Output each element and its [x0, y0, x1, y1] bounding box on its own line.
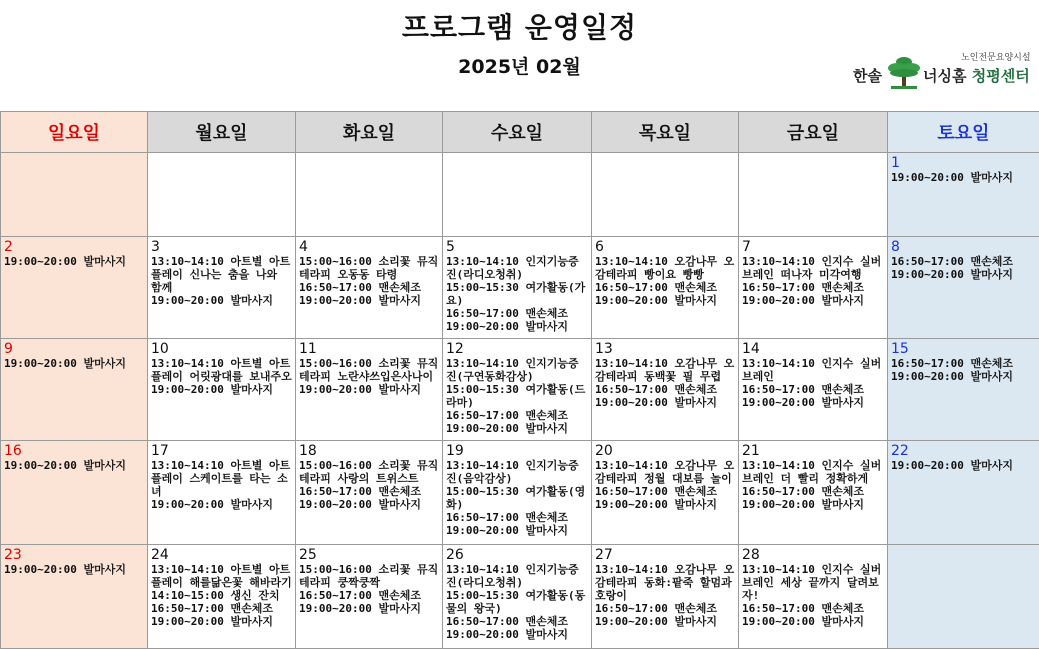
day-cell — [888, 545, 1039, 649]
schedule-entry: 15:00~15:30 여가활동(영화) — [446, 485, 586, 511]
day-cell-content — [443, 153, 591, 236]
day-cell — [592, 441, 739, 545]
day-number: 17 — [151, 443, 169, 459]
day-cell — [148, 339, 296, 441]
day-cell-content — [1, 339, 147, 440]
day-cell-content — [1, 237, 147, 338]
day-cell-content — [443, 339, 591, 440]
day-cell — [296, 339, 443, 441]
day-cell-content — [148, 153, 295, 236]
schedule-entry: 16:50~17:00 맨손체조 — [742, 485, 864, 498]
day-cell — [592, 545, 739, 649]
day-cell — [443, 237, 592, 339]
day-cell-content — [592, 339, 738, 440]
schedule-entry: 16:50~17:00 맨손체조 — [595, 485, 717, 498]
schedule-entry: 13:10~14:10 인지기능증진(라디오청취) — [446, 255, 579, 281]
schedule-entry: 19:00~20:00 발마사지 — [742, 396, 864, 409]
day-cell-content — [1, 441, 147, 544]
schedule-entry: 16:50~17:00 맨손체조 — [891, 255, 1013, 268]
day-cell-content — [296, 153, 442, 236]
day-cell — [1, 545, 148, 649]
day-number: 13 — [595, 341, 613, 357]
day-cell — [296, 441, 443, 545]
day-cell-content — [1, 153, 147, 236]
schedule-entry: 19:00~20:00 발마사지 — [299, 498, 421, 511]
weekday-header-wed: 수요일 — [443, 112, 592, 153]
schedule-entry: 16:50~17:00 맨손체조 — [446, 409, 568, 422]
schedule-entry: 16:50~17:00 맨손체조 — [151, 602, 273, 615]
day-cell — [1, 237, 148, 339]
day-number: 5 — [446, 239, 455, 255]
schedule-entry: 16:50~17:00 맨손체조 — [446, 307, 568, 320]
schedule-entry: 19:00~20:00 발마사지 — [151, 383, 273, 396]
day-cell-content — [443, 545, 591, 648]
schedule-entry: 15:00~16:00 소리꽃 뮤직테라피 오동동 타령 — [299, 255, 439, 281]
day-cell-content — [888, 441, 1039, 544]
schedule-entry: 16:50~17:00 맨손체조 — [595, 383, 717, 396]
weekday-header-row — [1, 112, 1039, 153]
schedule-entry: 13:10~14:10 오감나무 오감테라피 정월 대보름 놀이 — [595, 459, 735, 485]
tree-icon — [887, 54, 921, 90]
weekday-header-sun: 일요일 — [1, 112, 148, 153]
week-row — [1, 339, 1039, 441]
weekday-header-fri: 금요일 — [739, 112, 888, 153]
day-number: 21 — [742, 443, 760, 459]
schedule-entry: 16:50~17:00 맨손체조 — [595, 281, 717, 294]
day-number: 12 — [446, 341, 464, 357]
day-number: 6 — [595, 239, 604, 255]
schedule-entry: 19:00~20:00 발마사지 — [4, 255, 126, 268]
day-cell — [592, 237, 739, 339]
day-cell — [592, 153, 739, 237]
day-cell-content — [148, 237, 295, 338]
day-cell — [148, 237, 296, 339]
schedule-entry: 16:50~17:00 맨손체조 — [299, 281, 421, 294]
day-cell — [739, 339, 888, 441]
schedule-entry: 15:00~16:00 소리꽃 뮤직테라피 노란샤쓰입은사나이 — [299, 357, 439, 383]
logo-nursing-text: 너싱홈 — [923, 67, 967, 85]
schedule-entry: 19:00~20:00 발마사지 — [446, 628, 568, 641]
day-number: 28 — [742, 547, 760, 563]
week-row — [1, 545, 1039, 649]
day-cell — [1, 153, 148, 237]
day-number: 1 — [891, 155, 900, 171]
schedule-entry: 19:00~20:00 발마사지 — [151, 294, 273, 307]
schedule-entry: 19:00~20:00 발마사지 — [446, 422, 568, 435]
day-number: 7 — [742, 239, 751, 255]
day-cell — [148, 545, 296, 649]
day-number: 22 — [891, 443, 909, 459]
schedule-entry: 13:10~14:10 오감나무 오감테라피 동화:팥죽 할멈과 호랑이 — [595, 563, 738, 602]
schedule-entry: 19:00~20:00 발마사지 — [595, 615, 717, 628]
schedule-entry: 13:10~14:10 인지수 실버브레인 떠나자 미각여행 — [742, 255, 882, 281]
schedule-entry: 15:00~16:00 소리꽃 뮤직테라피 사랑의 트위스트 — [299, 459, 439, 485]
day-cell-content — [739, 339, 887, 440]
calendar-table — [0, 111, 1039, 649]
schedule-entry: 15:00~15:30 여가활동(동물의 왕국) — [446, 589, 586, 615]
day-cell — [1, 339, 148, 441]
week-row — [1, 441, 1039, 545]
schedule-entry: 13:10~14:10 오감나무 오감테라피 빵이요 빵빵 — [595, 255, 735, 281]
schedule-entry: 13:10~14:10 인지기능증진(라디오청취) — [446, 563, 579, 589]
schedule-entry: 16:50~17:00 맨손체조 — [299, 485, 421, 498]
day-cell — [296, 153, 443, 237]
schedule-entry: 13:10~14:10 인지수 실버브레인 더 빨리 정확하게 — [742, 459, 882, 485]
day-cell-content — [739, 545, 887, 648]
schedule-entry: 14:10~15:00 생신 잔치 — [151, 589, 280, 602]
day-cell-content — [296, 545, 442, 648]
day-cell-content — [739, 441, 887, 544]
day-number: 24 — [151, 547, 169, 563]
logo-hansol: 한솔 — [853, 67, 882, 85]
day-number: 3 — [151, 239, 160, 255]
day-cell — [148, 153, 296, 237]
schedule-entry: 19:00~20:00 발마사지 — [742, 615, 864, 628]
day-number: 25 — [299, 547, 317, 563]
week-row — [1, 237, 1039, 339]
day-cell-content — [296, 339, 442, 440]
schedule-entry: 19:00~20:00 발마사지 — [742, 498, 864, 511]
week-row — [1, 153, 1039, 237]
schedule-entry: 19:00~20:00 발마사지 — [446, 524, 568, 537]
schedule-entry: 19:00~20:00 발마사지 — [4, 357, 126, 370]
day-cell-content — [739, 153, 887, 236]
day-cell-content — [888, 237, 1039, 338]
schedule-entry: 13:10~14:10 인지기능증진(음악감상) — [446, 459, 579, 485]
day-cell — [148, 441, 296, 545]
schedule-entry: 15:00~15:30 여가활동(가요) — [446, 281, 586, 307]
schedule-entry: 13:10~14:10 아트별 아트플레이 해를닮은꽃 해바라기 — [151, 563, 292, 589]
schedule-entry: 19:00~20:00 발마사지 — [4, 563, 126, 576]
weekday-header-sat: 토요일 — [888, 112, 1039, 153]
day-cell-content — [592, 237, 738, 338]
day-number: 10 — [151, 341, 169, 357]
schedule-entry: 16:50~17:00 맨손체조 — [742, 383, 864, 396]
day-cell-content — [1, 545, 147, 648]
logo-subtext: 노인전문요양시설 — [961, 53, 1031, 63]
schedule-entry: 13:10~14:10 아트별 아트플레이 스케이트를 타는 소녀 — [151, 459, 291, 498]
weekday-header-thu: 목요일 — [592, 112, 739, 153]
schedule-entry: 19:00~20:00 발마사지 — [595, 294, 717, 307]
schedule-entry: 15:00~15:30 여가활동(드라마) — [446, 383, 586, 409]
schedule-entry: 16:50~17:00 맨손체조 — [299, 589, 421, 602]
schedule-entry: 19:00~20:00 발마사지 — [299, 602, 421, 615]
schedule-entry: 13:10~14:10 오감나무 오감테라피 동백꽃 필 무렵 — [595, 357, 735, 383]
schedule-entry: 13:10~14:10 아트별 아트플레이 신나는 춤을 나와 함께 — [151, 255, 291, 294]
day-number: 14 — [742, 341, 760, 357]
weekday-header-mon: 월요일 — [148, 112, 296, 153]
schedule-entry: 13:10~14:10 인지수 실버브레인 — [742, 357, 882, 383]
day-cell-content — [148, 545, 295, 648]
day-cell-content — [888, 153, 1039, 236]
day-number: 16 — [4, 443, 22, 459]
schedule-entry: 19:00~20:00 발마사지 — [4, 459, 126, 472]
schedule-entry: 16:50~17:00 맨손체조 — [891, 357, 1013, 370]
schedule-entry: 19:00~20:00 발마사지 — [595, 498, 717, 511]
day-cell-content — [739, 237, 887, 338]
day-cell — [739, 545, 888, 649]
month-label: 2025년 02월 — [458, 56, 581, 78]
schedule-entry: 19:00~20:00 발마사지 — [299, 383, 421, 396]
day-number: 8 — [891, 239, 900, 255]
day-number: 15 — [891, 341, 909, 357]
schedule-entry: 19:00~20:00 발마사지 — [151, 615, 273, 628]
day-cell-content — [888, 339, 1039, 440]
weekday-header-tue: 화요일 — [296, 112, 443, 153]
day-number: 11 — [299, 341, 317, 357]
day-cell — [739, 441, 888, 545]
day-cell-content — [443, 441, 591, 544]
day-cell — [888, 153, 1039, 237]
day-cell — [888, 441, 1039, 545]
day-cell — [443, 441, 592, 545]
schedule-entry: 15:00~16:00 소리꽃 뮤직테라피 쿵짝쿵짝 — [299, 563, 439, 589]
schedule-entry: 19:00~20:00 발마사지 — [891, 459, 1013, 472]
day-cell-content — [592, 545, 738, 648]
schedule-entry: 19:00~20:00 발마사지 — [151, 498, 273, 511]
day-cell-content — [296, 237, 442, 338]
day-number: 26 — [446, 547, 464, 563]
calendar-body — [1, 153, 1039, 649]
day-number: 9 — [4, 341, 13, 357]
day-cell — [443, 339, 592, 441]
day-cell — [443, 153, 592, 237]
schedule-entry: 19:00~20:00 발마사지 — [742, 294, 864, 307]
day-cell-content — [592, 153, 738, 236]
schedule-entry: 13:10~14:10 인지수 실버브레인 세상 끝까지 달려보자! — [742, 563, 882, 602]
logo-nursing-home — [923, 65, 1030, 86]
logo-center-text: 청평센터 — [971, 67, 1030, 85]
schedule-entry: 19:00~20:00 발마사지 — [299, 294, 421, 307]
day-cell — [888, 237, 1039, 339]
day-cell-content — [443, 237, 591, 338]
day-cell — [443, 545, 592, 649]
schedule-entry: 19:00~20:00 발마사지 — [446, 320, 568, 333]
day-number: 2 — [4, 239, 13, 255]
schedule-entry: 16:50~17:00 맨손체조 — [742, 602, 864, 615]
day-number: 4 — [299, 239, 308, 255]
day-number: 20 — [595, 443, 613, 459]
day-cell-content — [888, 545, 1039, 648]
day-cell-content — [148, 339, 295, 440]
day-cell — [888, 339, 1039, 441]
day-cell — [739, 237, 888, 339]
schedule-entry: 16:50~17:00 맨손체조 — [446, 615, 568, 628]
page-title: 프로그램 운영일정 — [401, 11, 638, 44]
day-cell — [1, 441, 148, 545]
schedule-entry: 16:50~17:00 맨손체조 — [742, 281, 864, 294]
schedule-entry: 13:10~14:10 아트별 아트플레이 어릿광대를 보내주오 — [151, 357, 292, 383]
day-cell — [296, 237, 443, 339]
day-number: 27 — [595, 547, 613, 563]
day-number: 18 — [299, 443, 317, 459]
schedule-entry: 19:00~20:00 발마사지 — [891, 171, 1013, 184]
day-cell — [592, 339, 739, 441]
facility-logo — [853, 48, 1033, 92]
day-number: 23 — [4, 547, 22, 563]
day-cell-content — [148, 441, 295, 544]
day-cell-content — [592, 441, 738, 544]
schedule-entry: 19:00~20:00 발마사지 — [891, 268, 1013, 281]
schedule-entry: 13:10~14:10 인지기능증진(구연동화감상) — [446, 357, 579, 383]
schedule-entry: 16:50~17:00 맨손체조 — [595, 602, 717, 615]
schedule-entry: 16:50~17:00 맨손체조 — [446, 511, 568, 524]
day-cell — [739, 153, 888, 237]
schedule-entry: 19:00~20:00 발마사지 — [595, 396, 717, 409]
day-cell — [296, 545, 443, 649]
schedule-entry: 19:00~20:00 발마사지 — [891, 370, 1013, 383]
day-number: 19 — [446, 443, 464, 459]
day-cell-content — [296, 441, 442, 544]
